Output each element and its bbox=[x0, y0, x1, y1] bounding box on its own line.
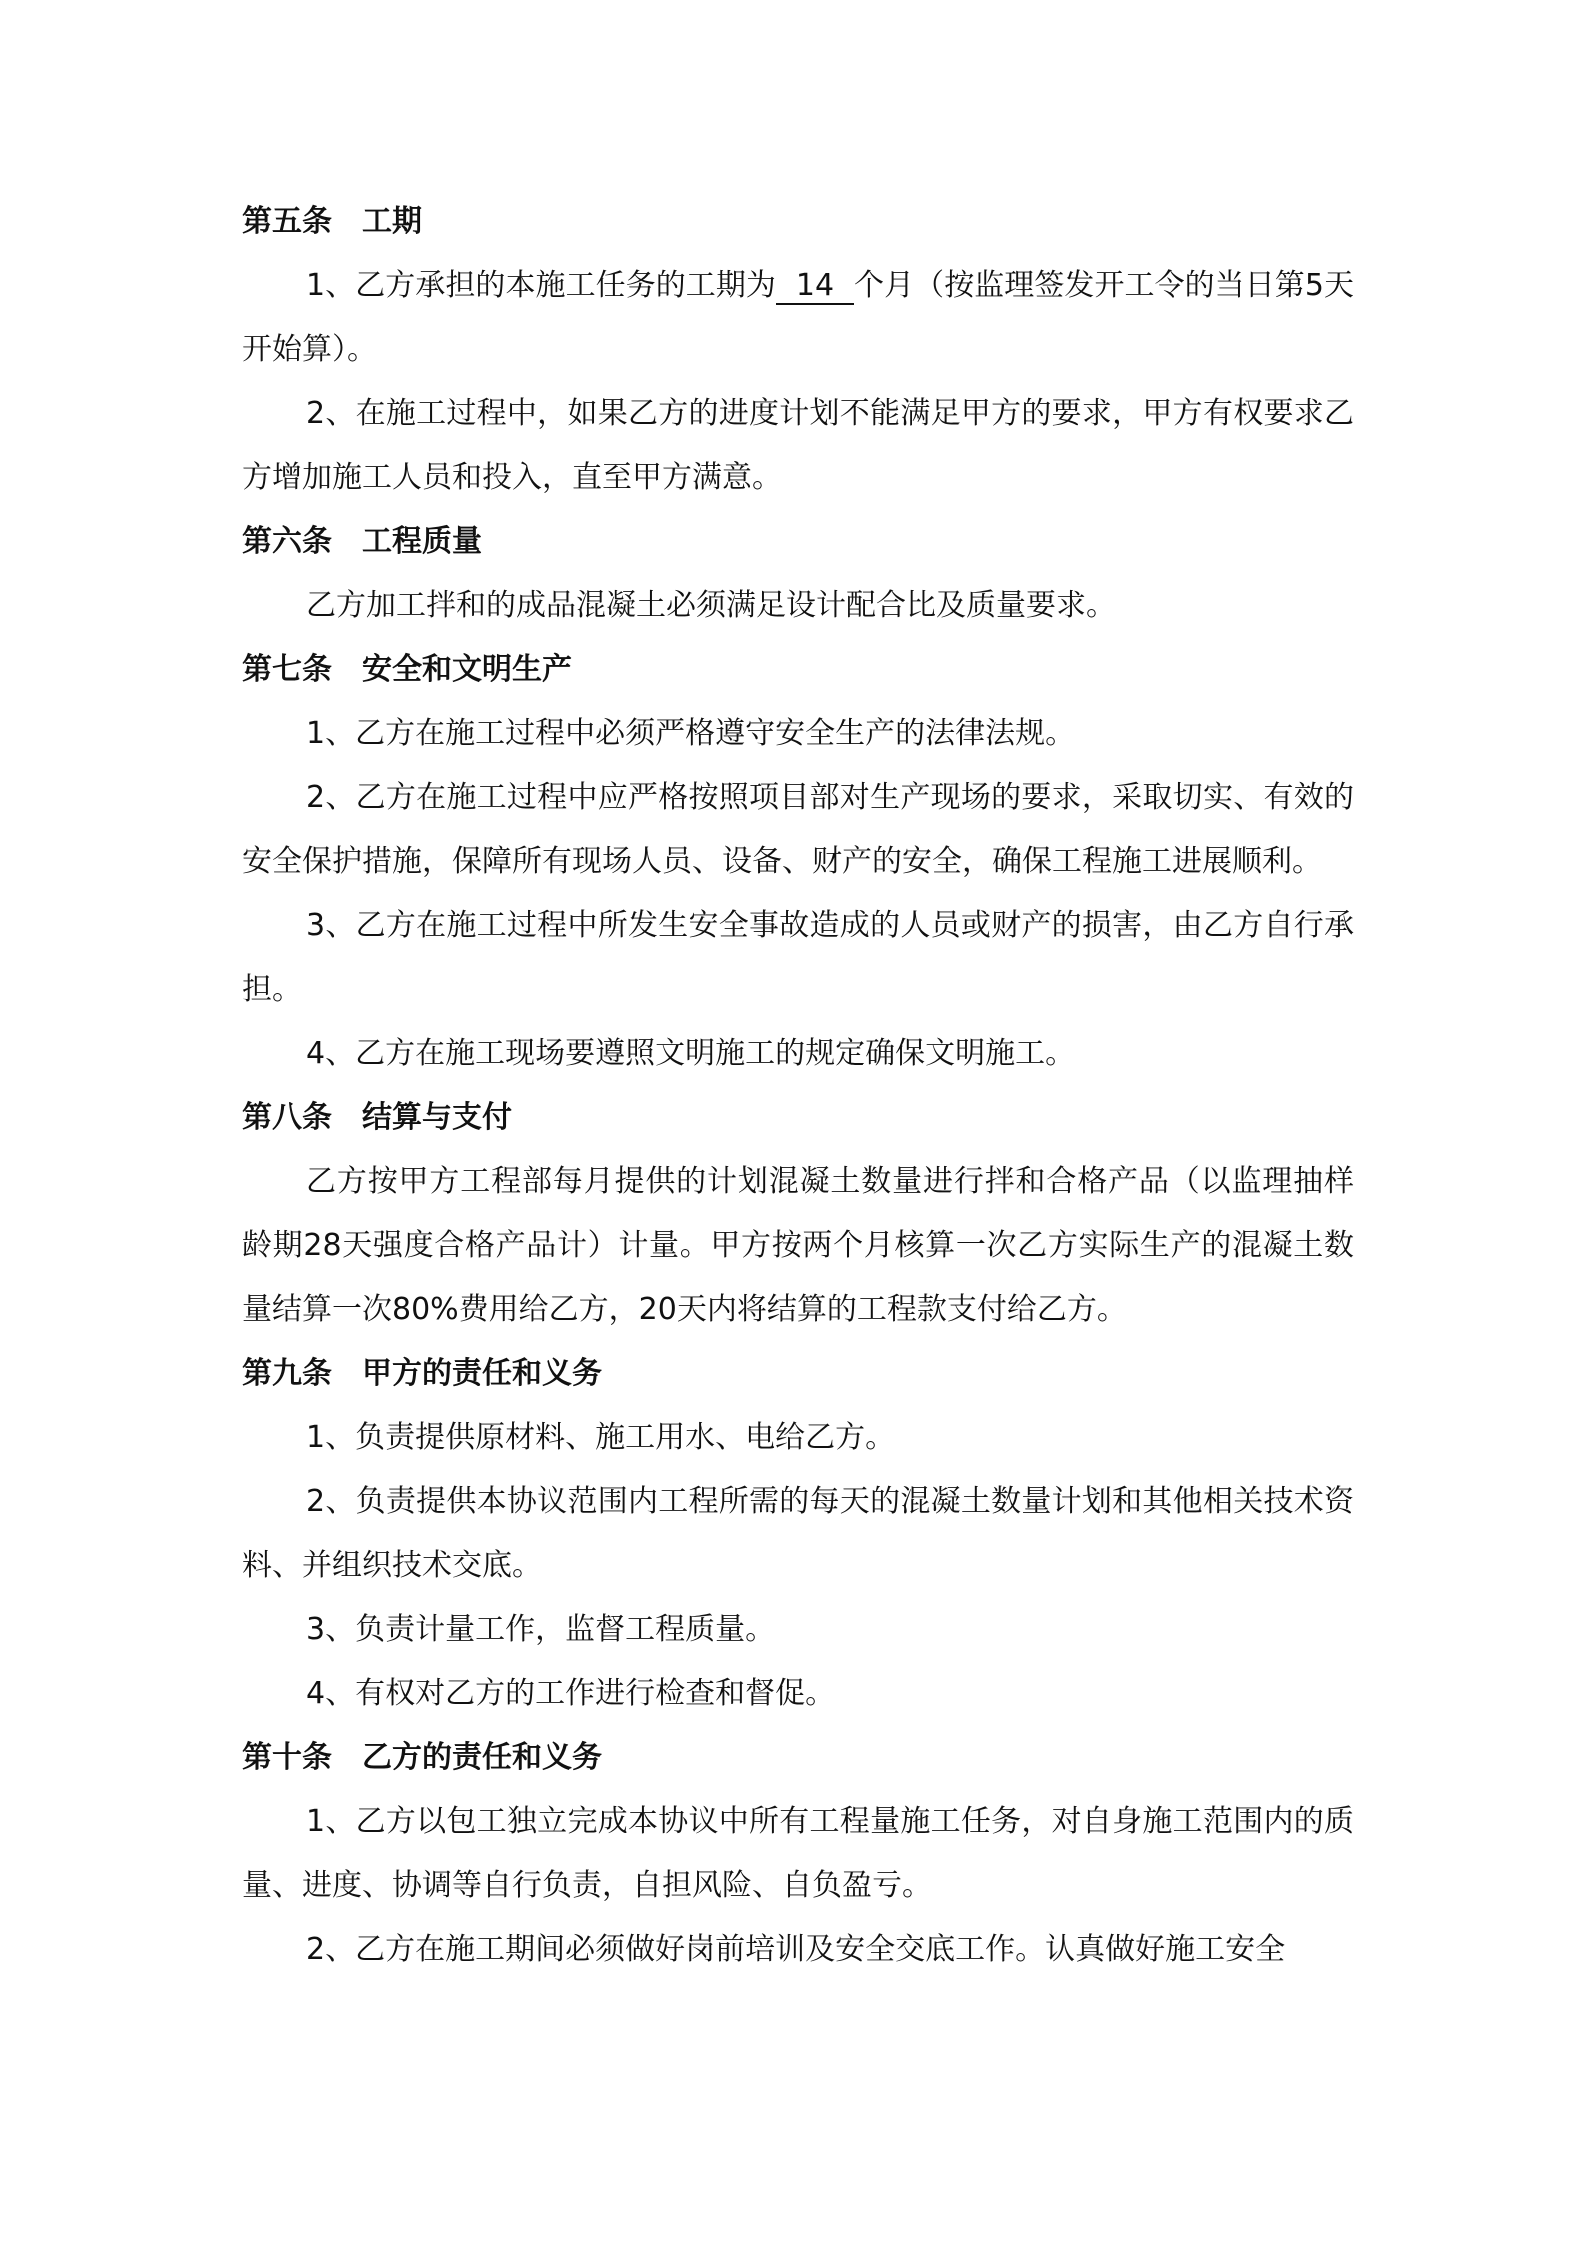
section-heading-10 bbox=[242, 1726, 1354, 1790]
section-title: 甲方的责任和义务 bbox=[362, 1356, 602, 1391]
duration-months-value: 14 bbox=[776, 269, 854, 305]
section-number: 第九条 bbox=[242, 1356, 332, 1391]
section-heading-9 bbox=[242, 1342, 1354, 1406]
paragraph-text: 个月（按监理签发开工令的当日第5天开始算）。 bbox=[242, 268, 1354, 367]
section-title: 工期 bbox=[362, 204, 422, 239]
section-number: 第八条 bbox=[242, 1100, 332, 1135]
paragraph: 乙方加工拌和的成品混凝土必须满足设计配合比及质量要求。 bbox=[306, 588, 1116, 623]
paragraph: 2、乙方在施工期间必须做好岗前培训及安全交底工作。认真做好施工安全 bbox=[306, 1932, 1286, 1967]
paragraph: 1、乙方在施工过程中必须严格遵守安全生产的法律法规。 bbox=[306, 716, 1076, 751]
paragraph: 2、在施工过程中，如果乙方的进度计划不能满足甲方的要求，甲方有权要求乙方增加施工人员和投入，直至甲方满意。 bbox=[242, 396, 1354, 495]
section-title: 乙方的责任和义务 bbox=[362, 1740, 602, 1775]
paragraph: 乙方按甲方工程部每月提供的计划混凝土数量进行拌和合格产品（以监理抽样龄期28天强度合格产品计）计量。甲方按两个月核算一次乙方实际生产的混凝土数量结算一次80%费用给乙方，20天内将结算的工程款支付给乙方。 bbox=[242, 1164, 1354, 1327]
paragraph: 1、乙方以包工独立完成本协议中所有工程量施工任务，对自身施工范围内的质量、进度、协调等自行负责，自担风险、自负盈亏。 bbox=[242, 1804, 1354, 1903]
paragraph: 2、乙方在施工过程中应严格按照项目部对生产现场的要求，采取切实、有效的安全保护措施，保障所有现场人员、设备、财产的安全，确保工程施工进展顺利。 bbox=[242, 780, 1354, 879]
document-body bbox=[242, 190, 1354, 1982]
section-number: 第十条 bbox=[242, 1740, 332, 1775]
paragraph: 3、乙方在施工过程中所发生安全事故造成的人员或财产的损害，由乙方自行承担。 bbox=[242, 908, 1354, 1007]
section-heading-8 bbox=[242, 1086, 1354, 1150]
section-heading-7 bbox=[242, 638, 1354, 702]
paragraph: 1、负责提供原材料、施工用水、电给乙方。 bbox=[306, 1420, 896, 1455]
paragraph: 4、乙方在施工现场要遵照文明施工的规定确保文明施工。 bbox=[306, 1036, 1076, 1071]
paragraph: 4、有权对乙方的工作进行检查和督促。 bbox=[306, 1676, 836, 1711]
paragraph: 3、负责计量工作，监督工程质量。 bbox=[306, 1612, 776, 1647]
section-heading-6 bbox=[242, 510, 1354, 574]
section-title: 安全和文明生产 bbox=[362, 652, 572, 687]
section-heading-5 bbox=[242, 190, 1354, 254]
paragraph: 2、负责提供本协议范围内工程所需的每天的混凝土数量计划和其他相关技术资料、并组织技术交底。 bbox=[242, 1484, 1354, 1583]
section-number: 第六条 bbox=[242, 524, 332, 559]
section-title: 结算与支付 bbox=[362, 1100, 512, 1135]
section-number: 第五条 bbox=[242, 204, 332, 239]
paragraph bbox=[242, 254, 1354, 382]
section-title: 工程质量 bbox=[362, 524, 482, 559]
section-number: 第七条 bbox=[242, 652, 332, 687]
paragraph-text: 1、乙方承担的本施工任务的工期为 bbox=[306, 268, 776, 303]
